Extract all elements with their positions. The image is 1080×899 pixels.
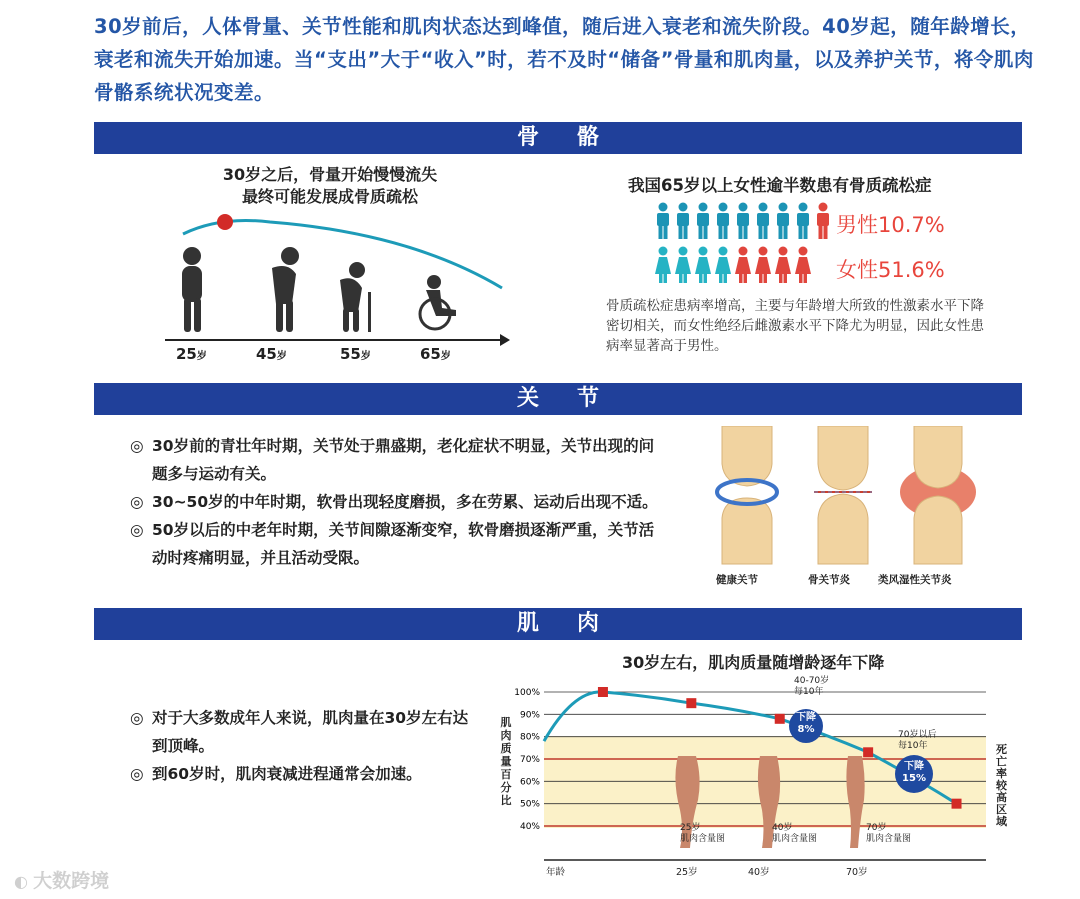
- osteoporosis-description: 骨质疏松症患病率增高，主要与年龄增大所致的性激素水平下降密切相关，而女性绝经后雌激素水平下降尤为明显，因此女性患病率显著高于男性。: [606, 298, 984, 354]
- muscle-chart-title: 30岁左右，肌肉质量随增龄逐年下降: [622, 653, 885, 672]
- note-40-70: 40-70岁 每10年: [794, 676, 830, 697]
- data-point-0: [598, 687, 608, 697]
- age-axis-arrow: [500, 334, 510, 346]
- section-header-bone: 骨骼: [94, 122, 1022, 154]
- rheumatoid-joint-image: [900, 426, 976, 564]
- y-tick-60: 60%: [519, 777, 540, 788]
- data-point-4: [952, 799, 962, 809]
- muscle-mass-chart: [500, 670, 1020, 880]
- osteoarthritis-joint-image: [814, 426, 872, 564]
- male-rate-label: 男性10.7%: [836, 213, 945, 237]
- figure-upright-icon: [182, 247, 202, 332]
- joint-bullet-2: ◎ 30~50岁的中年时期，软骨出现轻度磨损，多在劳累、运动后出现不适。: [130, 493, 658, 511]
- bone-peak-marker: [217, 214, 233, 230]
- caption-healthy-joint: 健康关节: [716, 574, 758, 586]
- x-tick-70: 70岁: [846, 867, 868, 878]
- healthy-joint-image: [717, 426, 777, 564]
- danger-zone-label: 死亡率较高区域: [996, 743, 1007, 828]
- x-tick-25: 25岁: [676, 867, 698, 878]
- note-70-plus: 70岁以后 每10年: [898, 730, 937, 751]
- caption-osteoarthritis: 骨关节炎: [808, 574, 850, 586]
- data-point-3: [863, 747, 873, 757]
- joint-bullet-1: ◎ 30岁前的青壮年时期，关节处于鼎盛期，老化症状不明显，关节出现的问题多与运动有关。: [130, 437, 655, 483]
- data-point-1: [686, 698, 696, 708]
- x-tick-40: 40岁: [748, 867, 770, 878]
- age-label-45: 45岁: [256, 345, 287, 363]
- muscle-bullets: [130, 704, 480, 788]
- age-label-25: 25岁: [176, 345, 207, 363]
- section-header-muscle: 肌肉: [94, 608, 1022, 640]
- male-icon-row: [657, 203, 829, 240]
- x-tick-age: 年龄: [546, 867, 566, 878]
- figure-cane-icon: [340, 262, 371, 332]
- y-tick-80: 80%: [519, 732, 540, 743]
- gender-pictogram: [655, 200, 833, 284]
- y-tick-100: 100%: [514, 688, 540, 698]
- badge-15-text: 下降 15%: [902, 761, 926, 784]
- bone-loss-diagram: [150, 208, 510, 348]
- leg-caption-70: 70岁 肌肉含量图: [866, 823, 912, 844]
- y-tick-40: 40%: [519, 822, 540, 832]
- leg-caption-40: 40岁 肌肉含量图: [772, 823, 818, 844]
- watermark-logo-icon: ◐: [14, 872, 28, 891]
- figure-bent-icon: [272, 247, 299, 332]
- leg-image-70: [846, 756, 864, 848]
- intro-paragraph: 30岁前后，人体骨量、关节性能和肌肉状态达到峰值，随后进入衰老和流失阶段。40岁起，随年龄增长，衰老和流失开始加速。当“支出”大于“收入”时，若不及时“储备”骨量和肌肉量，以及养护关节，将令肌肉骨骼系统状况变差。: [94, 15, 1034, 104]
- osteoporosis-stat-title: 我国65岁以上女性逾半数患有骨质疏松症: [628, 176, 932, 195]
- muscle-bullet-2: ◎ 到60岁时，肌肉衰减进程通常会加速。: [130, 765, 422, 783]
- figure-wheelchair-icon: [420, 275, 456, 329]
- chart-y-axis-label: 肌肉质量百分比: [500, 716, 512, 807]
- y-tick-50: 50%: [519, 799, 540, 810]
- age-label-55: 55岁: [340, 345, 371, 363]
- joint-bullet-3: ◎ 50岁以后的中老年时期，关节间隙逐渐变窄，软骨磨损逐渐严重，关节活动时疼痛明显，并且活动受限。: [130, 521, 655, 567]
- joint-illustrations: [710, 426, 980, 568]
- y-tick-90: 90%: [519, 710, 540, 721]
- age-label-65: 65岁: [420, 345, 451, 363]
- bone-chart-title: [180, 164, 480, 208]
- watermark: ◐ 大数跨境: [14, 870, 110, 892]
- female-icon-row: [655, 247, 811, 284]
- y-tick-70: 70%: [519, 755, 540, 765]
- joint-bullets: [130, 432, 660, 572]
- female-rate-label: 女性51.6%: [836, 258, 945, 282]
- section-header-joint: 关节: [94, 383, 1022, 415]
- data-point-2: [775, 714, 785, 724]
- bone-title-line2: 最终可能发展成骨质疏松: [241, 187, 418, 206]
- leg-caption-25: 25岁 肌肉含量图: [680, 823, 726, 844]
- muscle-bullet-1: ◎ 对于大多数成年人来说，肌肉量在30岁左右达到顶峰。: [130, 709, 469, 755]
- bone-title-line1: 30岁之后，骨量开始慢慢流失: [222, 165, 438, 184]
- badge-8-text: 下降 8%: [796, 712, 816, 735]
- bone-mass-curve: [183, 221, 502, 289]
- caption-rheumatoid-arthritis: 类风湿性关节炎: [878, 574, 952, 586]
